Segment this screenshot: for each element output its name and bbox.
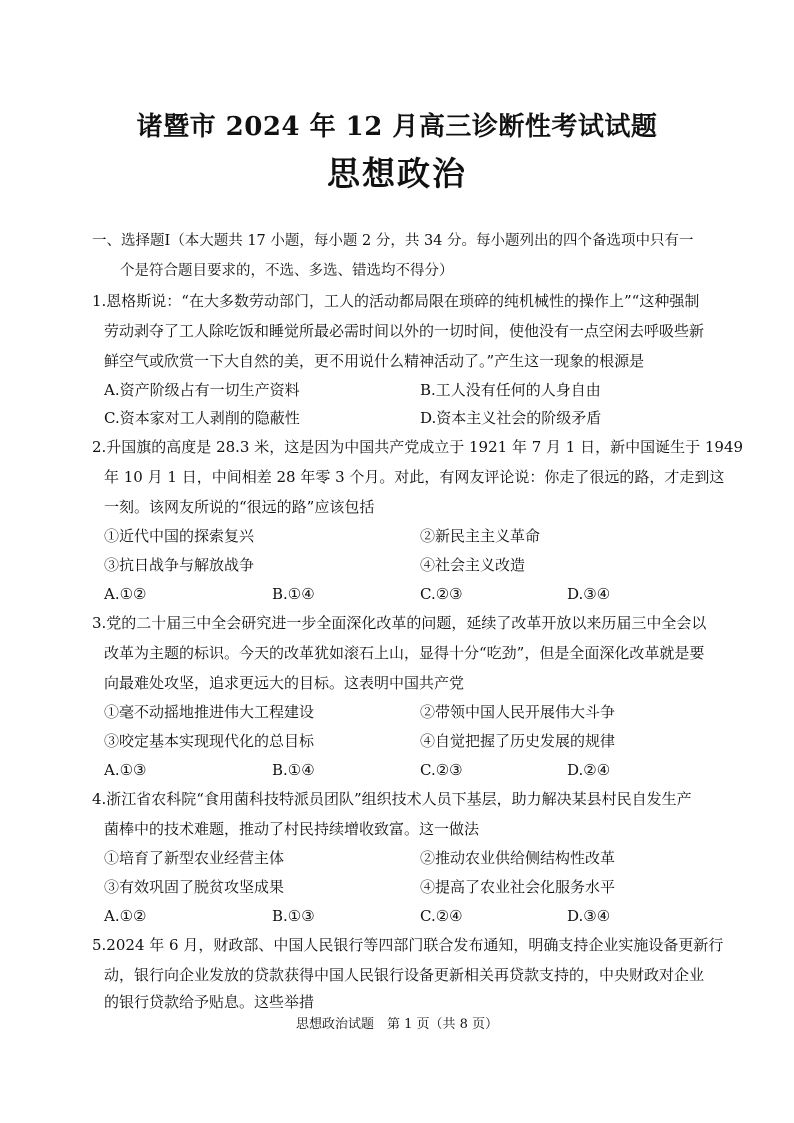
question-3-line-3: 向最难处攻坚，追求更远大的目标。这表明中国共产党: [104, 674, 465, 692]
q4-choice-c: C.②④: [420, 907, 463, 925]
q1-choice-b: B.工人没有任何的人身自由: [420, 381, 601, 399]
section-heading: 一、选择题Ⅰ（本大题共 17 小题，每小题 2 分，共 34 分。每小题列出的四个备选项中只有一: [92, 233, 694, 249]
question-5-line-3: 的银行贷款给予贴息。这些举措: [104, 993, 315, 1011]
q3-item-4: ④自觉把握了历史发展的规律: [420, 732, 616, 750]
q1-choice-c: C.资本家对工人剥削的隐蔽性: [104, 409, 300, 427]
q2-choice-c: C.②③: [420, 585, 463, 603]
q4-item-1: ①培育了新型农业经营主体: [104, 849, 285, 867]
q2-choice-a: A.①②: [104, 585, 147, 603]
q2-choice-d: D.③④: [567, 585, 611, 603]
section-heading-cont: 个是符合题目要求的，不选、多选、错选均不得分）: [120, 263, 454, 279]
q3-item-3: ③咬定基本实现现代化的总目标: [104, 732, 315, 750]
question-2-line-3: 一刻。该网友所说的“很远的路”应该包括: [104, 498, 375, 516]
q4-choice-a: A.①②: [104, 907, 147, 925]
question-2-line-2: 年 10 月 1 日，中间相差 28 年零 3 个月。对此，有网友评论说：你走了很远的路，才走到这: [104, 468, 725, 486]
q1-choice-a: A.资产阶级占有一切生产资料: [104, 381, 300, 399]
q3-item-2: ②带领中国人民开展伟大斗争: [420, 703, 616, 721]
q2-item-1: ①近代中国的探索复兴: [104, 527, 255, 545]
question-1-line-1: 1.恩格斯说：“在大多数劳动部门，工人的活动都局限在琐碎的纯机械性的操作上”“这种强制: [92, 292, 700, 310]
q2-choice-b: B.①④: [272, 585, 315, 603]
question-3-line-1: 3.党的二十届三中全会研究进一步全面深化改革的问题，延续了改革开放以来历届三中全会以: [92, 614, 707, 632]
q3-choice-a: A.①③: [104, 761, 147, 779]
q1-choice-d: D.资本主义社会的阶级矛盾: [420, 409, 602, 427]
q3-item-1: ①毫不动摇地推进伟大工程建设: [104, 703, 315, 721]
question-5-line-1: 5.2024 年 6 月，财政部、中国人民银行等四部门联合发布通知，明确支持企业实施设备更新行: [92, 936, 724, 954]
q3-choice-c: C.②③: [420, 761, 463, 779]
question-4-line-1: 4.浙江省农科院“食用菌科技特派员团队”组织技术人员下基层，助力解决某县村民自发生产: [92, 790, 692, 808]
q4-item-4: ④提高了农业社会化服务水平: [420, 878, 616, 896]
q2-item-4: ④社会主义改造: [420, 556, 526, 574]
q4-choice-d: D.③④: [567, 907, 611, 925]
q2-item-2: ②新民主主义革命: [420, 527, 541, 545]
exam-title: 诸暨市 2024 年 12 月高三诊断性考试试题: [136, 112, 658, 142]
q4-choice-b: B.①③: [272, 907, 315, 925]
q2-item-3: ③抗日战争与解放战争: [104, 556, 255, 574]
subject-title: 思想政治: [327, 154, 467, 193]
question-1-line-3: 鲜空气或欣赏一下大自然的美，更不用说什么精神活动了。”产生这一现象的根源是: [104, 352, 645, 370]
q3-choice-b: B.①④: [272, 761, 315, 779]
question-1-line-2: 劳动剥夺了工人除吃饭和睡觉所最必需时间以外的一切时间，使他没有一点空闲去呼吸些新: [104, 322, 705, 340]
q4-item-2: ②推动农业供给侧结构性改革: [420, 849, 616, 867]
q3-choice-d: D.②④: [567, 761, 611, 779]
q4-item-3: ③有效巩固了脱贫攻坚成果: [104, 878, 285, 896]
question-4-line-2: 菌棒中的技术难题，推动了村民持续增收致富。这一做法: [104, 820, 480, 838]
question-5-line-2: 动，银行向企业发放的贷款获得中国人民银行设备更新相关再贷款支持的，中央财政对企业: [104, 966, 705, 984]
question-2-line-1: 2.升国旗的高度是 28.3 米，这是因为中国共产党成立于 1921 年 7 月 1 日，新中国诞生于 1949: [92, 438, 744, 456]
question-3-line-2: 改革为主题的标识。今天的改革犹如滚石上山，显得十分“吃劲”，但是全面深化改革就是要: [104, 644, 705, 662]
page-footer: 思想政治试题 第 1 页（共 8 页）: [295, 1017, 499, 1032]
